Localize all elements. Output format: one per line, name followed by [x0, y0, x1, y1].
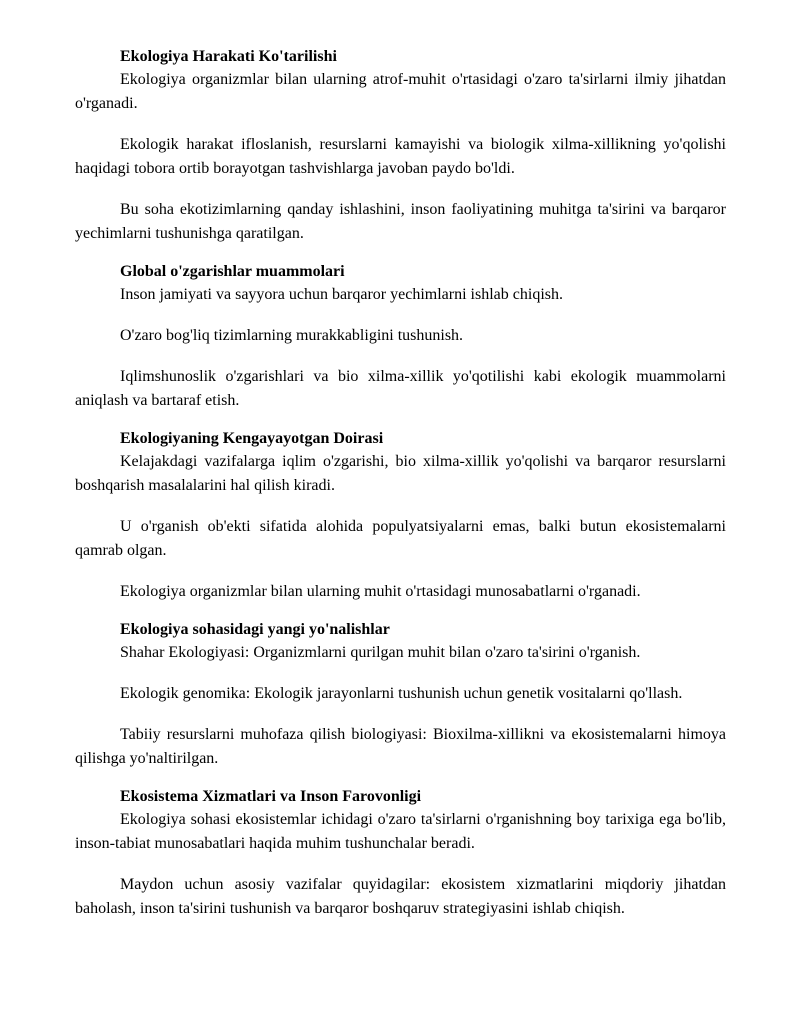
- document-page: [75, 46, 726, 921]
- section-yangi-yonalishlar: [75, 619, 726, 771]
- section-global-ozgarishlar: [75, 261, 726, 413]
- paragraph: Ekologik genomika: Ekologik jarayonlarni tushunish uchun genetik vositalarni qo'llash.: [120, 685, 683, 702]
- paragraph: Ekologiya organizmlar bilan ularning muhit o'rtasidagi munosabatlarni o'rganadi.: [120, 583, 641, 600]
- paragraph: Ekologiya sohasi ekosistemlar ichidagi o'zaro ta'sirlarni o'rganishning boy tarixiga ega bo'lib, inson-tabiat munosabatlari haqida muhim tushunchalar beradi.: [75, 811, 726, 852]
- paragraph: Ekologik harakat ifloslanish, resurslarni kamayishi va biologik xilma-xillikning yo'qolishi haqidagi tobora ortib borayotgan tashvishlarga javoban paydo bo'ldi.: [75, 136, 726, 177]
- section-heading: Ekologiyaning Kengayayotgan Doirasi: [120, 430, 384, 447]
- section-ekosistema-xizmatlari: [75, 786, 726, 921]
- paragraph: Iqlimshunoslik o'zgarishlari va bio xilma-xillik yo'qotilishi kabi ekologik muammolarni aniqlash va bartaraf etish.: [75, 368, 726, 409]
- paragraph: Shahar Ekologiyasi: Organizmlarni qurilgan muhit bilan o'zaro ta'sirini o'rganish.: [120, 644, 641, 661]
- paragraph: Tabiiy resurslarni muhofaza qilish biologiyasi: Bioxilma-xillikni va ekosistemalarni himoya qilishga yo'naltirilgan.: [75, 726, 726, 767]
- paragraph: Kelajakdagi vazifalarga iqlim o'zgarishi, bio xilma-xillik yo'qolishi va barqaror resurslarni boshqarish masalalarini hal qilish kiradi.: [75, 453, 726, 494]
- section-heading: Ekologiya sohasidagi yangi yo'nalishlar: [120, 621, 390, 638]
- paragraph: Maydon uchun asosiy vazifalar quyidagilar: ekosistem xizmatlarini miqdoriy jihatdan baholash, inson ta'sirini tushunish va barqaror boshqaruv strategiyasini ishlab chiqish.: [75, 876, 726, 917]
- paragraph: O'zaro bog'liq tizimlarning murakkabligini tushunish.: [120, 327, 464, 344]
- paragraph: Ekologiya organizmlar bilan ularning atrof-muhit o'rtasidagi o'zaro ta'sirlarni ilmiy jihatdan o'rganadi.: [75, 71, 726, 112]
- section-heading: Ekosistema Xizmatlari va Inson Farovonligi: [120, 788, 422, 805]
- section-heading: Ekologiya Harakati Ko'tarilishi: [120, 48, 337, 65]
- paragraph: Bu soha ekotizimlarning qanday ishlashini, inson faoliyatining muhitga ta'sirini va barqaror yechimlarni tushunishga qaratilgan.: [75, 201, 726, 242]
- paragraph: U o'rganish ob'ekti sifatida alohida populyatsiyalarni emas, balki butun ekosistemalarni qamrab olgan.: [75, 518, 726, 559]
- paragraph: Inson jamiyati va sayyora uchun barqaror yechimlarni ishlab chiqish.: [120, 286, 563, 303]
- section-heading: Global o'zgarishlar muammolari: [120, 263, 345, 280]
- section-kengayayotgan-doirasi: [75, 428, 726, 604]
- section-ekologiya-harakati: [75, 46, 726, 246]
